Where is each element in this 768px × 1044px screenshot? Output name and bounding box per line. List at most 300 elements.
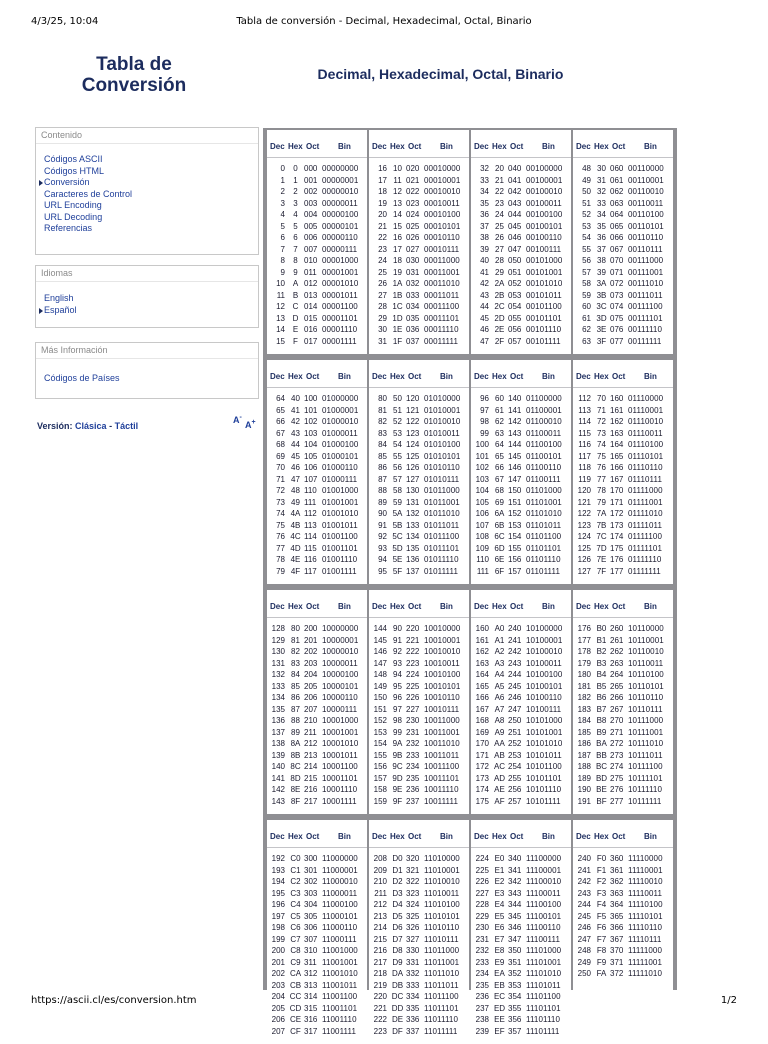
cell-bin: 10100101	[526, 681, 563, 691]
table-row	[267, 199, 367, 211]
cell-oct: 244	[508, 670, 522, 679]
cell-hex: 94	[393, 670, 402, 679]
nav-link-control-characters[interactable]: Caracteres de Control	[44, 188, 133, 199]
cell-oct: 017	[304, 336, 318, 346]
table-column	[573, 820, 673, 1044]
cell-bin: 10100000	[526, 624, 563, 633]
cell-hex: 30	[597, 164, 606, 173]
cell-oct: 322	[406, 877, 420, 886]
cell-oct: 231	[406, 727, 420, 737]
column-header	[471, 360, 571, 388]
column-rows	[369, 394, 469, 578]
table-row	[573, 475, 673, 487]
cell-dec: 135	[271, 704, 285, 714]
cell-hex: D7	[392, 934, 403, 944]
cell-oct: 344	[508, 900, 522, 909]
cell-hex: F1	[596, 865, 607, 875]
table-row	[267, 624, 367, 636]
table-row	[471, 854, 571, 866]
column-rows	[267, 394, 367, 578]
table-row	[573, 636, 673, 648]
table-row	[267, 866, 367, 878]
nav-link-url-decoding[interactable]: URL Decoding	[44, 211, 103, 222]
cell-oct: 132	[406, 509, 420, 518]
cell-oct: 330	[406, 946, 420, 955]
cell-dec: 84	[378, 440, 387, 449]
table-row	[573, 256, 673, 268]
nav-link-html-codes[interactable]: Códigos HTML	[44, 165, 105, 176]
cell-oct: 144	[508, 440, 522, 449]
cell-dec: 92	[378, 532, 387, 541]
cell-oct: 055	[508, 313, 522, 323]
cell-hex: 3D	[596, 313, 607, 323]
cell-dec: 231	[475, 934, 489, 944]
cell-dec: 168	[475, 716, 489, 725]
cell-dec: 167	[475, 704, 489, 714]
font-decrease-button[interactable]	[233, 414, 242, 425]
cell-oct: 276	[610, 785, 624, 794]
cell-hex: 78	[597, 486, 606, 495]
cell-bin: 00000100	[322, 210, 359, 219]
header-dec: Dec	[576, 372, 591, 381]
cell-hex: 61	[495, 405, 504, 415]
cell-hex: 84	[291, 670, 300, 679]
cell-bin: 00010010	[424, 187, 461, 196]
cell-bin: 00100000	[526, 164, 563, 173]
cell-hex: A3	[494, 658, 505, 668]
cell-hex: 3B	[596, 290, 607, 300]
cell-hex: 1C	[392, 302, 403, 311]
cell-dec: 130	[271, 647, 285, 656]
table-row	[369, 728, 469, 740]
cell-dec: 30	[378, 325, 387, 334]
cell-oct: 052	[508, 279, 522, 288]
cell-oct: 362	[610, 877, 624, 886]
cell-dec: 53	[582, 221, 591, 231]
cell-dec: 87	[378, 474, 387, 484]
cell-dec: 197	[271, 911, 285, 921]
header-hex: Hex	[390, 832, 405, 841]
table-row	[369, 532, 469, 544]
table-row	[471, 337, 571, 349]
cell-bin: 00110010	[628, 187, 664, 196]
cell-bin: 10010000	[424, 624, 461, 633]
cell-oct: 343	[508, 888, 522, 898]
table-row	[369, 647, 469, 659]
cell-oct: 130	[406, 486, 420, 495]
cell-hex: CF	[290, 1026, 301, 1036]
cell-oct: 014	[304, 302, 318, 311]
table-row	[267, 291, 367, 303]
cell-bin: 10100001	[526, 635, 563, 645]
cell-dec: 98	[480, 417, 489, 426]
cell-bin: 10111100	[628, 762, 663, 771]
cell-dec: 93	[378, 543, 387, 553]
more-info-box	[35, 342, 259, 399]
cell-hex: BE	[596, 785, 607, 794]
cell-oct: 277	[610, 796, 624, 806]
table-row	[369, 889, 469, 901]
cell-bin: 00101110	[526, 325, 562, 334]
table-row	[267, 544, 367, 556]
cell-oct: 034	[406, 302, 420, 311]
cell-oct: 255	[508, 773, 522, 783]
cell-hex: 8B	[290, 750, 301, 760]
cell-oct: 302	[304, 877, 318, 886]
cell-dec: 129	[271, 635, 285, 645]
cell-hex: 9C	[392, 762, 403, 771]
cell-hex: 2C	[494, 302, 505, 311]
table-row	[267, 187, 367, 199]
cell-hex: EF	[494, 1026, 505, 1036]
cell-hex: 6B	[494, 520, 505, 530]
page-heading: Decimal, Hexadecimal, Octal, Binario	[317, 66, 564, 82]
cell-hex: 23	[495, 198, 504, 208]
cell-oct: 106	[304, 463, 318, 472]
table-row	[573, 532, 673, 544]
cell-bin: 01000101	[322, 451, 359, 461]
table-row	[369, 452, 469, 464]
cell-dec: 186	[577, 739, 591, 748]
table-row	[267, 314, 367, 326]
cell-dec: 21	[378, 221, 387, 231]
table-row	[573, 544, 673, 556]
cell-hex: 74	[597, 440, 606, 449]
language-link-english[interactable]: English	[44, 293, 74, 303]
cell-bin: 01011111	[424, 566, 459, 576]
cell-oct: 142	[508, 417, 522, 426]
cell-hex: E9	[494, 957, 505, 967]
table-row	[471, 567, 571, 579]
column-header	[267, 130, 367, 158]
table-row	[267, 325, 367, 337]
table-row	[471, 521, 571, 533]
cell-dec: 38	[480, 233, 489, 242]
cell-hex: 49	[291, 497, 300, 507]
cell-oct: 346	[508, 923, 522, 932]
table-row	[471, 728, 571, 740]
header-bin: Bin	[542, 602, 555, 611]
cell-dec: 102	[475, 463, 489, 472]
table-row	[471, 486, 571, 498]
cell-oct: 076	[610, 325, 624, 334]
cell-bin: 00110100	[628, 210, 664, 219]
cell-bin: 00011010	[424, 279, 460, 288]
cell-bin: 10110000	[628, 624, 664, 633]
cell-hex: 8F	[290, 796, 301, 806]
table-row	[369, 417, 469, 429]
cell-bin: 11101101	[526, 1003, 561, 1013]
cell-bin: 01111110	[628, 555, 662, 564]
nav-link-url-encoding[interactable]: URL Encoding	[44, 200, 102, 210]
cell-hex: 47	[291, 474, 300, 484]
table-row	[267, 337, 367, 349]
cell-dec: 223	[373, 1026, 387, 1036]
cell-bin: 01001000	[322, 486, 359, 495]
cell-oct: 246	[508, 693, 522, 702]
cell-oct: 221	[406, 635, 420, 645]
cell-oct: 227	[406, 704, 420, 714]
cell-oct: 041	[508, 175, 522, 185]
cell-dec: 90	[378, 509, 387, 518]
cell-oct: 160	[610, 394, 624, 403]
cell-hex: 9	[293, 267, 298, 277]
cell-oct: 146	[508, 463, 522, 472]
contents-box-title: Contenido	[36, 128, 258, 144]
cell-hex: 3A	[596, 279, 607, 288]
cell-hex: 7A	[596, 509, 607, 518]
cell-oct: 214	[304, 762, 318, 771]
cell-bin: 10000101	[322, 681, 359, 691]
cell-dec: 203	[271, 980, 285, 990]
more-info-list	[36, 359, 258, 385]
cell-hex: E1	[494, 865, 505, 875]
cell-hex: 0	[293, 164, 298, 173]
cell-hex: 7E	[596, 555, 607, 564]
cell-hex: 34	[597, 210, 606, 219]
cell-dec: 62	[582, 325, 591, 334]
cell-dec: 170	[475, 739, 489, 748]
header-dec: Dec	[474, 142, 489, 151]
cell-hex: 2F	[494, 336, 505, 346]
cell-oct: 070	[610, 256, 624, 265]
cell-hex: F3	[596, 888, 607, 898]
cell-bin: 11111001	[628, 957, 663, 967]
table-column	[267, 590, 367, 814]
cell-oct: 121	[406, 405, 420, 415]
cell-oct: 317	[304, 1026, 318, 1036]
cell-hex: 29	[495, 267, 504, 277]
cell-bin: 10000001	[322, 635, 359, 645]
header-dec: Dec	[270, 832, 285, 841]
cell-oct: 002	[304, 187, 318, 196]
cell-oct: 133	[406, 520, 420, 530]
cell-hex: E5	[494, 911, 505, 921]
cell-bin: 01000111	[322, 474, 358, 484]
cell-oct: 155	[508, 543, 522, 553]
version-touch-link[interactable]: Táctil	[114, 421, 139, 431]
cell-hex: 13	[393, 198, 402, 208]
header-hex: Hex	[492, 602, 507, 611]
cell-hex: FA	[596, 969, 607, 978]
cell-dec: 225	[475, 865, 489, 875]
cell-hex: 12	[393, 187, 402, 196]
cell-oct: 223	[406, 658, 420, 668]
cell-oct: 075	[610, 313, 624, 323]
nav-link-ascii-codes[interactable]: Códigos ASCII	[44, 154, 103, 164]
cell-oct: 301	[304, 865, 318, 875]
cell-dec: 236	[475, 992, 489, 1001]
table-row	[369, 762, 469, 774]
cell-dec: 216	[373, 946, 387, 955]
cell-bin: 00100100	[526, 210, 563, 219]
table-row	[573, 440, 673, 452]
cell-dec: 136	[271, 716, 285, 725]
cell-oct: 117	[304, 566, 317, 576]
cell-hex: 1B	[392, 290, 403, 300]
header-dec: Dec	[270, 142, 285, 151]
table-row	[369, 475, 469, 487]
table-row	[471, 544, 571, 556]
cell-dec: 177	[577, 635, 591, 645]
cell-hex: 6A	[494, 509, 505, 518]
cell-oct: 235	[406, 773, 420, 783]
cell-hex: ED	[493, 1003, 506, 1013]
cell-hex: 65	[495, 451, 504, 461]
table-row	[471, 210, 571, 222]
cell-hex: 9E	[392, 785, 403, 794]
cell-dec: 78	[276, 555, 285, 564]
cell-bin: 10000000	[322, 624, 359, 633]
column-header	[369, 130, 469, 158]
cell-dec: 178	[577, 647, 591, 656]
table-row	[471, 429, 571, 441]
table-row	[267, 440, 367, 452]
cell-hex: 1	[293, 175, 298, 185]
table-row	[471, 889, 571, 901]
cell-dec: 156	[373, 762, 387, 771]
cell-bin: 11100010	[526, 877, 562, 886]
cell-oct: 220	[406, 624, 420, 633]
font-increase-sign: +	[251, 419, 256, 426]
cell-bin: 00110101	[628, 221, 664, 231]
version-classic-link[interactable]: Clásica	[75, 421, 107, 431]
languages-box	[35, 265, 259, 328]
cell-hex: AB	[494, 750, 505, 760]
cell-bin: 10100111	[526, 704, 562, 714]
cell-hex: E	[292, 325, 299, 334]
cell-dec: 80	[378, 394, 387, 403]
table-row	[471, 682, 571, 694]
cell-bin: 00101100	[526, 302, 562, 311]
cell-hex: D8	[392, 946, 403, 955]
cell-dec: 244	[577, 900, 591, 909]
cell-oct: 262	[610, 647, 624, 656]
cell-bin: 11101000	[526, 946, 562, 955]
table-row	[369, 521, 469, 533]
nav-link-references[interactable]: Referencias	[44, 223, 93, 233]
cell-bin: 00000000	[322, 164, 359, 173]
cell-oct: 163	[610, 428, 624, 438]
cell-hex: AD	[493, 773, 506, 783]
cell-bin: 00000011	[322, 198, 358, 208]
table-column	[471, 360, 571, 584]
cell-bin: 00101101	[526, 313, 562, 323]
cell-hex: 95	[393, 681, 402, 691]
cell-dec: 100	[475, 440, 489, 449]
cell-oct: 006	[304, 233, 318, 242]
cell-hex: CC	[289, 992, 302, 1001]
cell-dec: 39	[480, 244, 489, 254]
cell-dec: 94	[378, 555, 387, 564]
cell-bin: 00011100	[424, 302, 460, 311]
cell-oct: 107	[304, 474, 318, 484]
site-title[interactable]	[60, 54, 208, 96]
table-row	[369, 187, 469, 199]
cell-bin: 01111111	[628, 566, 661, 576]
table-block	[267, 820, 673, 1044]
header-bin: Bin	[338, 372, 351, 381]
cell-bin: 01101001	[526, 497, 562, 507]
cell-hex: 53	[393, 428, 402, 438]
cell-oct: 327	[406, 934, 420, 944]
cell-oct: 336	[406, 1015, 420, 1024]
table-row	[267, 268, 367, 280]
cell-oct: 236	[406, 785, 420, 794]
cell-oct: 303	[304, 888, 318, 898]
print-url: https://ascii.cl/es/conversion.htm	[31, 995, 197, 1006]
cell-hex: C9	[290, 957, 301, 967]
cell-dec: 2	[280, 187, 285, 196]
cell-bin: 01000110	[322, 463, 358, 472]
cell-oct: 265	[610, 681, 624, 691]
cell-bin: 10001010	[322, 739, 359, 748]
font-increase-button[interactable]	[245, 419, 256, 430]
cell-dec: 182	[577, 693, 591, 702]
table-row	[369, 337, 469, 349]
cell-bin: 11010001	[424, 865, 460, 875]
cell-bin: 10001100	[322, 762, 358, 771]
cell-dec: 35	[480, 198, 489, 208]
cell-bin: 01001101	[322, 543, 358, 553]
nav-link-conversion[interactable]: Conversión	[44, 177, 258, 189]
cell-dec: 99	[480, 428, 489, 438]
cell-bin: 10001101	[322, 773, 358, 783]
table-row	[267, 785, 367, 797]
cell-bin: 10101110	[526, 785, 562, 794]
cell-hex: F6	[596, 923, 607, 932]
cell-oct: 045	[508, 221, 522, 231]
cell-oct: 207	[304, 704, 318, 714]
table-row	[573, 670, 673, 682]
cell-oct: 370	[610, 946, 624, 955]
table-row	[471, 417, 571, 429]
cell-oct: 141	[508, 405, 522, 415]
cell-hex: 4A	[290, 509, 301, 518]
table-row	[369, 245, 469, 257]
cell-bin: 11110101	[628, 911, 663, 921]
cell-dec: 3	[280, 198, 285, 208]
cell-dec: 59	[582, 290, 591, 300]
cell-dec: 117	[578, 451, 591, 461]
language-link-spanish[interactable]: Español	[44, 305, 258, 317]
link-country-codes[interactable]: Códigos de Países	[44, 373, 120, 383]
table-row	[573, 797, 673, 809]
table-row	[573, 452, 673, 464]
cell-bin: 01001001	[322, 497, 359, 507]
cell-bin: 10011011	[424, 750, 460, 760]
cell-bin: 11011111	[424, 1026, 458, 1036]
cell-oct: 156	[508, 555, 522, 564]
cell-bin: 01101010	[526, 509, 562, 518]
cell-hex: F4	[596, 900, 607, 909]
cell-dec: 153	[373, 727, 387, 737]
cell-bin: 00100001	[526, 175, 563, 185]
cell-bin: 11010000	[424, 854, 460, 863]
table-row	[573, 233, 673, 245]
table-row	[471, 866, 571, 878]
cell-hex: 55	[393, 451, 402, 461]
cell-bin: 00001101	[322, 313, 358, 323]
cell-oct: 350	[508, 946, 522, 955]
cell-bin: 11101001	[526, 957, 562, 967]
table-row	[369, 567, 469, 579]
cell-oct: 333	[406, 980, 420, 990]
cell-oct: 005	[304, 221, 318, 231]
cell-oct: 341	[508, 865, 522, 875]
header-dec: Dec	[474, 602, 489, 611]
table-row	[471, 935, 571, 947]
